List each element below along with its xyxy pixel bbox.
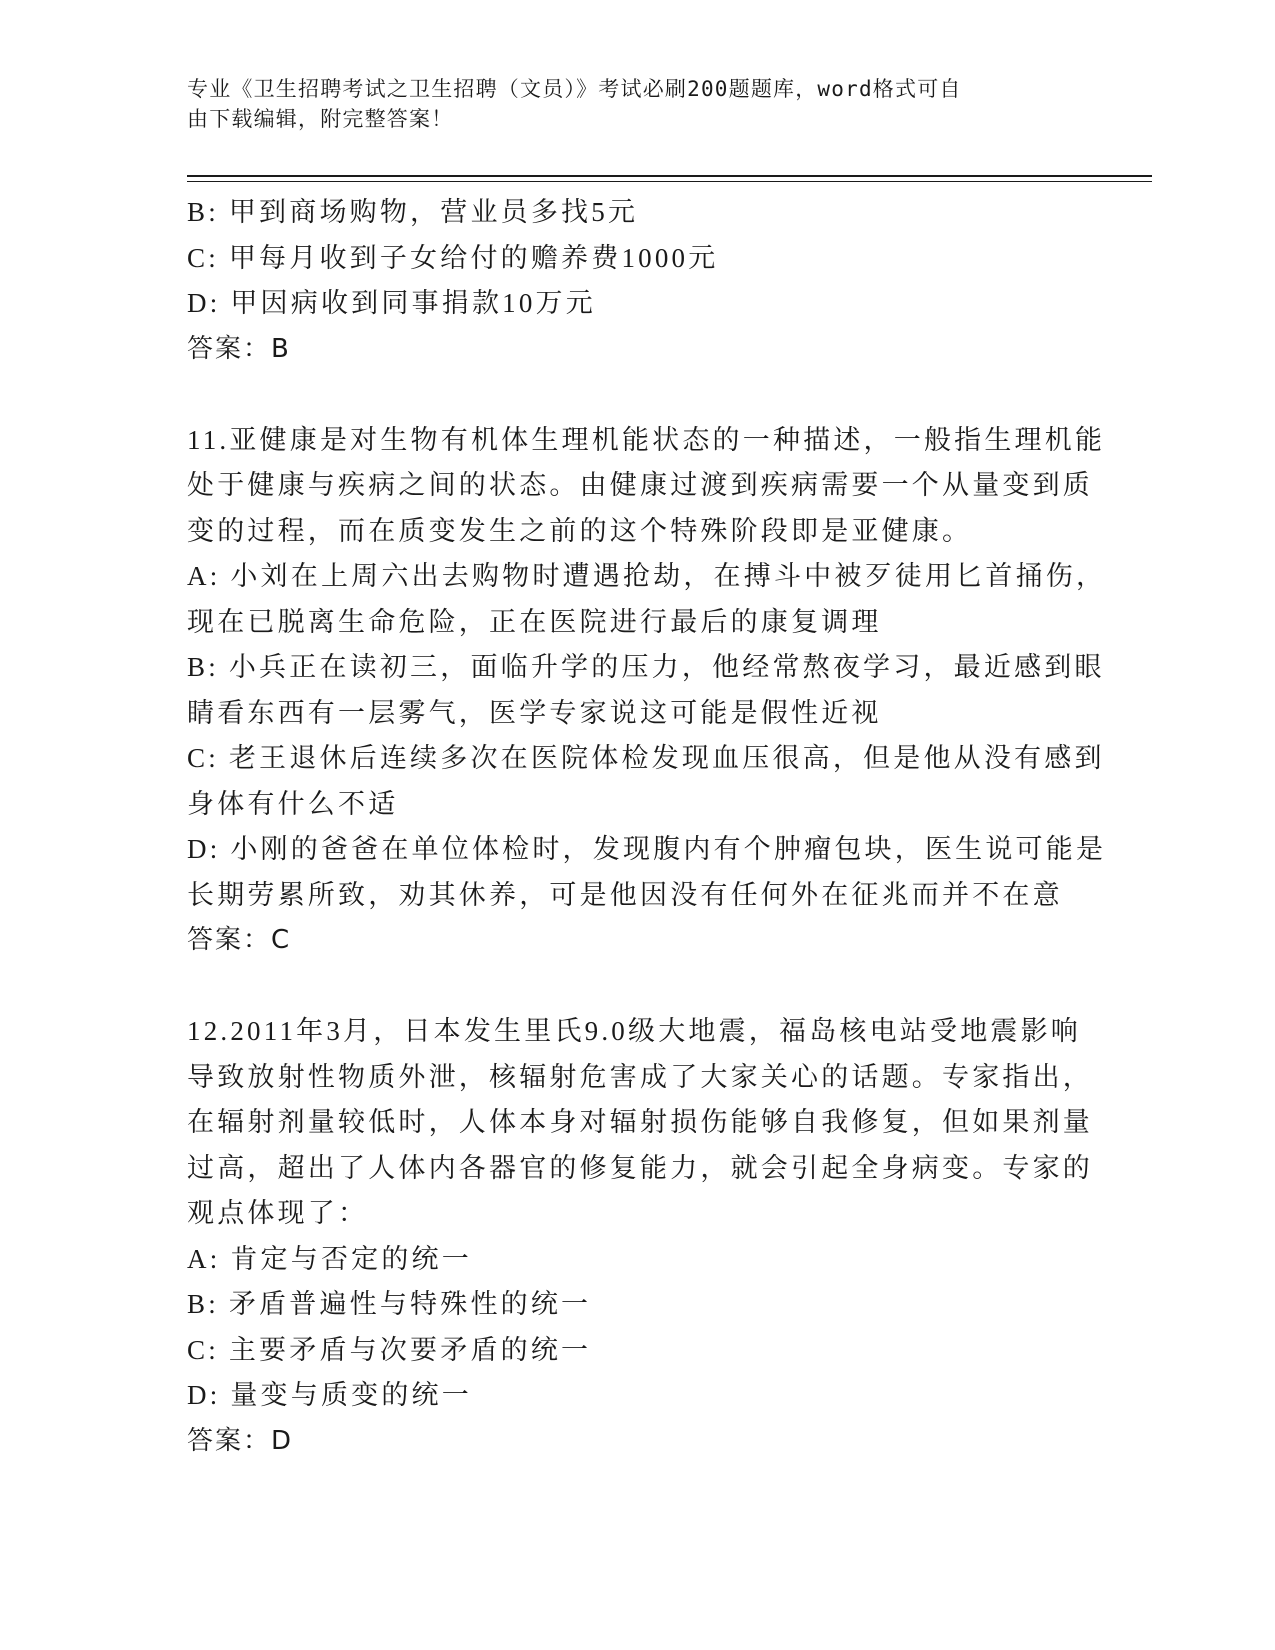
header-line-2: 由下载编辑，附完整答案！ <box>187 107 454 131</box>
header-line-1: 专业《卫生招聘考试之卫生招聘（文员）》考试必刷200题题库，word格式可自 <box>187 77 962 101</box>
q12-option-d: D: 量变与质变的统一 <box>187 1380 472 1410</box>
q11-option-d: D: 小刚的爸爸在单位体检时，发现腹内有个肿瘤包块，医生说可能是 <box>187 834 1107 864</box>
spacer <box>187 372 1077 418</box>
q10-option-c: C: 甲每月收到子女给付的赡养费1000元 <box>187 242 719 273</box>
q11-option-c: C: 老王退休后连续多次在医院体检发现血压很高，但是他从没有感到 <box>187 743 1105 773</box>
question-10-tail <box>187 190 1077 372</box>
spacer <box>187 964 1077 1010</box>
q11-answer: 答案：C <box>187 925 292 955</box>
question-12 <box>187 1009 1093 1464</box>
q12-option-a: A: 肯定与否定的统一 <box>187 1243 472 1274</box>
q12-option-b: B: 矛盾普遍性与特殊性的统一 <box>187 1289 592 1319</box>
q12-stem-line: 导致放射性物质外泄，核辐射危害成了大家关心的话题。专家指出， <box>187 1061 1093 1092</box>
q12-option-c: C: 主要矛盾与次要矛盾的统一 <box>187 1334 592 1365</box>
q11-option-c-cont: 身体有什么不适 <box>187 788 399 819</box>
q12-stem-line: 过高，超出了人体内各器官的修复能力，就会引起全身病变。专家的 <box>187 1152 1093 1183</box>
q11-option-a: A: 小刘在上周六出去购物时遭遇抢劫，在搏斗中被歹徒用匕首捅伤， <box>187 561 1107 591</box>
q11-option-d-cont: 长期劳累所致，劝其休养，可是他因没有任何外在征兆而并不在意 <box>187 879 1063 910</box>
q10-option-d: D: 甲因病收到同事捐款10万元 <box>187 288 596 318</box>
header-divider-thick <box>187 175 1152 177</box>
question-11 <box>187 418 1107 964</box>
question-content <box>187 190 1107 1464</box>
q11-stem-line: 处于健康与疾病之间的状态。由健康过渡到疾病需要一个从量变到质 <box>187 470 1093 500</box>
q11-stem-line: 11.亚健康是对生物有机体生理机能状态的一种描述，一般指生理机能 <box>187 424 1106 455</box>
q11-option-b: B: 小兵正在读初三，面临升学的压力，他经常熬夜学习，最近感到眼 <box>187 652 1105 682</box>
document-header <box>187 74 1067 134</box>
q11-stem-line: 变的过程，而在质变发生之前的这个特殊阶段即是亚健康。 <box>187 515 973 546</box>
q10-option-b: B: 甲到商场购物，营业员多找5元 <box>187 197 639 227</box>
q12-stem-line: 12.2011年3月，日本发生里氏9.0级大地震，福岛核电站受地震影响 <box>187 1016 1081 1046</box>
q10-answer: 答案：B <box>187 333 291 364</box>
q12-answer: 答案：D <box>187 1425 294 1456</box>
q11-option-a-cont: 现在已脱离生命危险，正在医院进行最后的康复调理 <box>187 606 882 637</box>
q12-stem-line: 在辐射剂量较低时，人体本身对辐射损伤能够自我修复，但如果剂量 <box>187 1107 1093 1137</box>
q12-stem-line: 观点体现了： <box>187 1198 369 1228</box>
q11-option-b-cont: 睛看东西有一层雾气，医学专家说这可能是假性近视 <box>187 697 882 728</box>
header-divider-thin <box>187 181 1152 182</box>
